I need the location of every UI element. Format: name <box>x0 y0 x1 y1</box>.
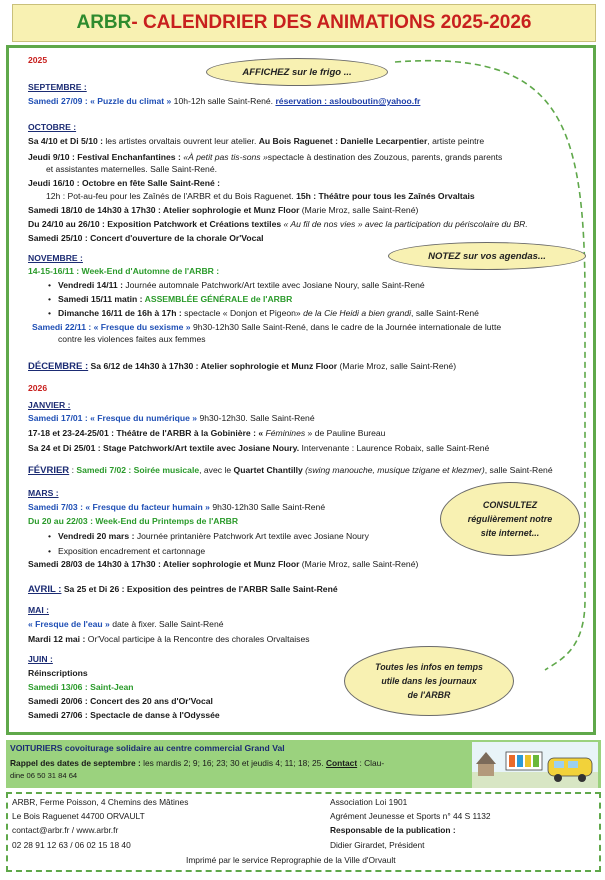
callout-frigo: AFFICHEZ sur le frigo ... <box>206 58 388 86</box>
event-mars-1: Samedi 7/03 : « Fresque du facteur humain » 9h30-12h30 Salle Saint-René <box>28 502 326 512</box>
event-oct-3b: 12h : Pot-au-feu pour les Zaînés de l'ARBR et du Bois Raguenet. 15h : Théâtre pour tous les Zaînés Orvaltais <box>46 191 475 201</box>
month-septembre: SEPTEMBRE : <box>28 82 87 92</box>
event-oct-4: Samedi 18/10 de 14h30 à 17h30 : Atelier sophrologie et Munz Floor (Marie Mroz, salle Saint-René) <box>28 205 419 215</box>
event-mai-2: Mardi 12 mai : Or'Vocal participe à la Rencontre des chorales Orvaltaises <box>28 634 310 644</box>
event-dec-1: DÉCEMBRE : Sa 6/12 de 14h30 à 17h30 : Atelier sophrologie et Munz Floor (Marie Mroz, salle Saint-René) <box>28 361 457 372</box>
footer-print-note: Imprimé par le service Reprographie de la Ville d'Orvault <box>186 855 396 865</box>
footer-phone: 02 28 91 12 63 / 06 02 15 18 40 <box>12 840 131 850</box>
event-nov-5: Samedi 22/11 : « Fresque du sexisme » 9h30-12h30 Salle Saint-René, dans le cadre de la Journée internationale de lutte <box>32 322 502 332</box>
footer-agrement: Agrément Jeunesse et Sports n° 44 S 1132 <box>330 811 491 821</box>
callout-site: CONSULTEZ régulièrement notre site internet... <box>440 482 580 556</box>
event-mars-2: Du 20 au 22/03 : Week-End du Printemps de l'ARBR <box>28 516 239 526</box>
event-fev-1: FÉVRIER : Samedi 7/02 : Soirée musicale, avec le Quartet Chantilly (swing manouche, musique tzigane et klezmer), salle Saint-René <box>28 465 553 476</box>
month-avril: AVRIL : <box>28 584 62 595</box>
voituriers-illustration <box>472 742 598 788</box>
event-juin-2: Samedi 13/06 : Saint-Jean <box>28 682 134 692</box>
event-oct-2: Jeudi 9/10 : Festival Enchanfantines : «À petit pas tis-sons »spectacle à destination des Zouzous, parents, grands parents <box>28 152 503 162</box>
event-juin-1: Réinscriptions <box>28 668 88 678</box>
month-juin: JUIN : <box>28 654 53 664</box>
month-mai: MAI : <box>28 605 50 615</box>
year-2026: 2026 <box>28 383 48 393</box>
event-oct-2b: et assistantes maternelles. Salle Saint-René. <box>46 164 218 174</box>
event-oct-5: Du 24/10 au 26/10 : Exposition Patchwork et Créations textiles « Au fil de nos vies » avec la participation du périscolaire du BR. <box>28 219 528 229</box>
event-avril-1: AVRIL : Sa 25 et Di 26 : Exposition des peintres de l'ARBR Salle Saint-René <box>28 584 338 595</box>
event-nov-2: • Vendredi 14/11 : Journée automnale Patchwork/Art textile avec Josiane Noury, salle Saint-René <box>58 280 425 291</box>
covoit-dates: Rappel des dates de septembre : les mardis 2; 9; 16; 23; 30 et jeudis 4; 11; 18; 25. Contact : Clau- <box>10 758 385 768</box>
event-oct-3: Jeudi 16/10 : Octobre en fête Salle Saint-René : <box>28 178 220 188</box>
event-nov-1: 14-15-16/11 : Week-End d'Automne de l'ARBR : <box>28 266 220 276</box>
event-sept-1: Samedi 27/09 : « Puzzle du climat » 10h-12h salle Saint-René. réservation : aslouboutin@yahoo.fr <box>28 96 421 106</box>
month-decembre: DÉCEMBRE : <box>28 361 89 372</box>
footer-contact[interactable]: contact@arbr.fr / www.arbr.fr <box>12 825 119 835</box>
event-mai-1: « Fresque de l'eau » date à fixer. Salle Saint-René <box>28 619 224 629</box>
event-jan-3: Sa 24 et Di 25/01 : Stage Patchwork/Art textile avec Josiane Noury. Intervenante : Laurence Robaix, salle Saint-René <box>28 443 490 453</box>
year-2025: 2025 <box>28 55 48 65</box>
callout-journaux: Toutes les infos en temps utile dans les journaux de l'ARBR <box>344 646 514 716</box>
event-nov-4: • Dimanche 16/11 de 16h à 17h : spectacle « Donjon et Pigeon» de la Cie Heidi a bien grandi, salle Saint-René <box>58 308 479 319</box>
event-mars-5: Samedi 28/03 de 14h30 à 17h30 : Atelier sophrologie et Munz Floor (Marie Mroz, salle Saint-René) <box>28 559 419 569</box>
covoit-contact: dine 06 50 31 84 64 <box>10 771 78 780</box>
covoit-title: VOITURIERS covoiturage solidaire au centre commercial Grand Val <box>10 743 285 753</box>
callout-agendas: NOTEZ sur vos agendas... <box>388 242 586 270</box>
event-mars-4: • Exposition encadrement et cartonnage <box>58 546 205 557</box>
month-janvier: JANVIER : <box>28 400 71 410</box>
footer-address-2: Le Bois Raguenet 44700 ORVAULT <box>12 811 145 821</box>
month-novembre: NOVEMBRE : <box>28 253 83 263</box>
month-fevrier: FÉVRIER <box>28 465 70 476</box>
event-nov-5b: contre les violences faites aux femmes <box>58 334 206 344</box>
footer-responsable-label: Responsable de la publication : <box>330 825 456 835</box>
footer-association: Association Loi 1901 <box>330 797 408 807</box>
reservation-link[interactable]: réservation : aslouboutin@yahoo.fr <box>275 96 421 106</box>
event-jan-1: Samedi 17/01 : « Fresque du numérique » 9h30-12h30. Salle Saint-René <box>28 413 315 423</box>
footer-responsable: Didier Girardet, Président <box>330 840 425 850</box>
event-juin-3: Samedi 20/06 : Concert des 20 ans d'Or'Vocal <box>28 696 213 706</box>
event-oct-6: Samedi 25/10 : Concert d'ouverture de la chorale Or'Vocal <box>28 233 264 243</box>
month-octobre: OCTOBRE : <box>28 122 77 132</box>
event-mars-3: • Vendredi 20 mars : Journée printanière Patchwork Art textile avec Josiane Noury <box>58 531 369 542</box>
month-mars: MARS : <box>28 488 59 498</box>
event-jan-2: 17-18 et 23-24-25/01 : Théâtre de l'ARBR à la Gobinière : « Féminines » de Pauline Bureau <box>28 428 386 438</box>
title-calendar: - CALENDRIER DES ANIMATIONS 2025-2026 <box>131 12 532 33</box>
title-arbr: ARBR <box>76 12 132 33</box>
event-juin-4: Samedi 27/06 : Spectacle de danse à l'Odyssée <box>28 710 220 720</box>
footer-address-1: ARBR, Ferme Poisson, 4 Chemins des Mâtines <box>12 797 189 807</box>
event-oct-1: Sa 4/10 et Di 5/10 : les artistes orvaltais ouvrent leur atelier. Au Bois Raguenet : Danielle Lecarpentier, artiste peintre <box>28 136 485 146</box>
event-nov-3: • Samedi 15/11 matin : ASSEMBLÉE GÉNÉRALE de l'ARBR <box>58 294 292 305</box>
